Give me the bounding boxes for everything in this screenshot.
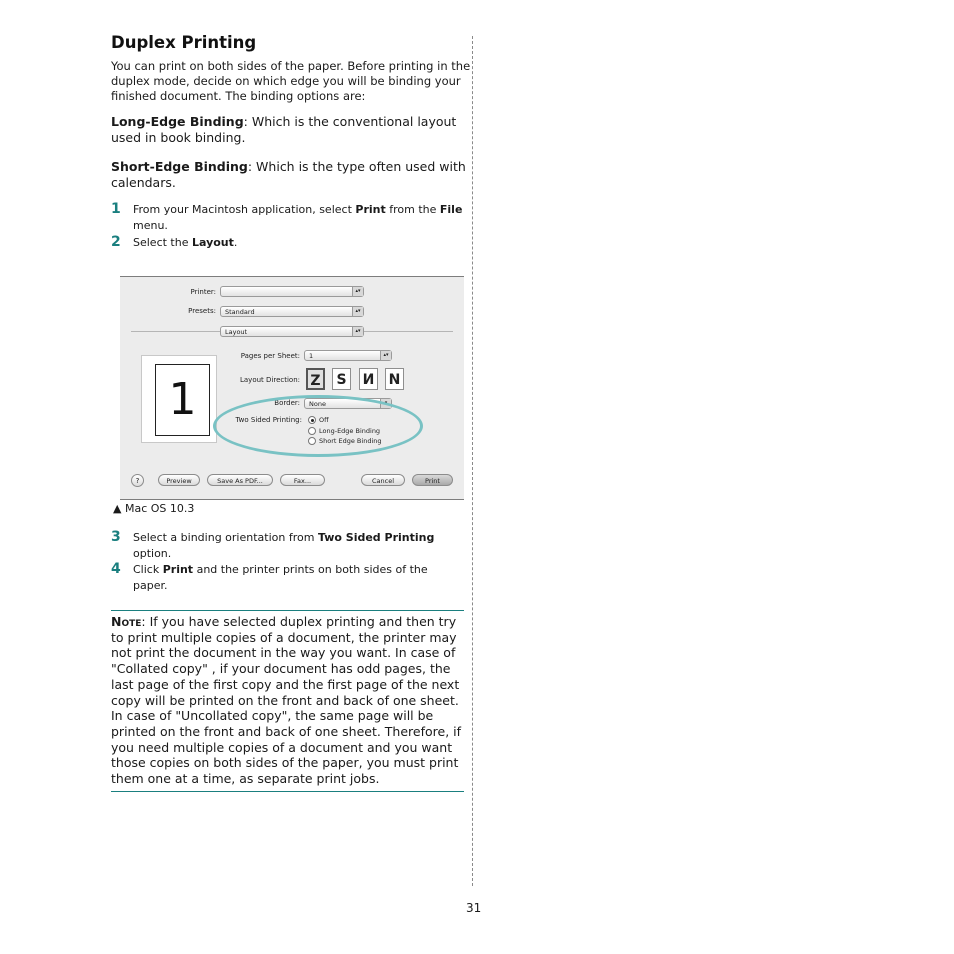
- step-text: [133, 530, 463, 562]
- pages-per-sheet-label: Pages per Sheet:: [240, 352, 300, 360]
- step-text-part: menu.: [133, 219, 168, 232]
- step-text: [133, 202, 463, 234]
- printer-label: Printer:: [190, 288, 216, 296]
- option-off-label: Off: [319, 416, 329, 424]
- step-bold: Print: [162, 563, 194, 576]
- presets-value: Standard: [225, 308, 255, 316]
- long-edge-paragraph: [111, 114, 471, 146]
- save-as-pdf-button[interactable]: Save As PDF...: [207, 474, 273, 486]
- page-number: 31: [466, 901, 482, 915]
- layout-direction-n-icon[interactable]: N: [385, 368, 404, 390]
- layout-direction-s-icon[interactable]: S: [332, 368, 351, 390]
- step-text-part: Select a binding orientation from: [133, 531, 318, 544]
- panel-value: Layout: [225, 328, 248, 336]
- note-box: [111, 610, 464, 792]
- step-text-part: from the: [385, 203, 440, 216]
- note-label: Note: [111, 614, 142, 629]
- updown-arrow-icon: ▴▾: [380, 351, 391, 360]
- print-button[interactable]: Print: [412, 474, 453, 486]
- step-4: [111, 561, 466, 593]
- radio-long-edge[interactable]: [308, 427, 316, 435]
- column-divider: [472, 36, 473, 886]
- option-long-edge-label: Long-Edge Binding: [319, 427, 381, 435]
- updown-arrow-icon: ▴▾: [352, 327, 363, 336]
- page-title: Duplex Printing: [111, 33, 257, 52]
- printer-popup[interactable]: [220, 286, 364, 297]
- long-edge-desc: : Which is the conventional layout used in book binding.: [111, 114, 457, 145]
- intro-paragraph: You can print on both sides of the paper. Before printing in the duplex mode, decide on which edge you will be binding your finished document. The binding options are:: [111, 59, 471, 103]
- updown-arrow-icon: ▴▾: [352, 287, 363, 296]
- step-text-part: From your Macintosh application, select: [133, 203, 356, 216]
- preview-button[interactable]: Preview: [158, 474, 200, 486]
- step-number: 4: [111, 561, 121, 577]
- step-text-part: Click: [133, 563, 163, 576]
- step-bold: Layout: [191, 236, 234, 249]
- step-2: [111, 234, 466, 250]
- step-text: [133, 235, 463, 251]
- short-edge-term: Short-Edge Binding: [111, 159, 248, 174]
- preview-page: 1: [155, 364, 210, 436]
- two-sided-label: Two Sided Printing:: [235, 416, 302, 424]
- pages-per-sheet-value: 1: [309, 352, 314, 360]
- presets-label: Presets:: [188, 307, 216, 315]
- step-bold: Two Sided Printing: [317, 531, 435, 544]
- print-dialog: [120, 276, 464, 500]
- step-bold: File: [439, 203, 463, 216]
- layout-direction-reverse-n-icon[interactable]: И: [359, 368, 378, 390]
- step-number: 2: [111, 234, 121, 250]
- step-3: [111, 529, 466, 561]
- long-edge-term: Long-Edge Binding: [111, 114, 244, 129]
- layout-direction-label: Layout Direction:: [239, 376, 300, 384]
- panel-popup[interactable]: [220, 326, 364, 337]
- presets-popup[interactable]: [220, 306, 364, 317]
- border-label: Border:: [274, 399, 300, 407]
- short-edge-paragraph: [111, 159, 471, 191]
- help-button[interactable]: ?: [131, 474, 144, 487]
- step-number: 3: [111, 529, 121, 545]
- option-short-edge-label: Short Edge Binding: [319, 437, 382, 445]
- layout-direction-z-icon[interactable]: Z: [306, 368, 325, 390]
- layout-preview: [141, 355, 217, 443]
- updown-arrow-icon: ▴▾: [352, 307, 363, 316]
- step-number: 1: [111, 201, 121, 217]
- note-text: : If you have selected duplex printing and then try to print multiple copies of a document, the printer may not print the document in the way you want. In case of "Collated copy" , if your document has odd pages, the last page of the first copy and the first page of the next copy will be printed on the front and back of one sheet. In case of "Uncollated copy", the same page will be printed on the front and back of one sheet. Therefore, if you need multiple copies of a document and you want those copies on both sides of the paper, you must print them one at a time, as separate print jobs.: [111, 614, 462, 787]
- border-value: None: [309, 400, 326, 408]
- fax-button[interactable]: Fax...: [280, 474, 325, 486]
- step-text-part: .: [233, 236, 238, 249]
- highlight-oval: [213, 395, 423, 457]
- cancel-button[interactable]: Cancel: [361, 474, 405, 486]
- step-text-part: option.: [133, 547, 172, 560]
- step-1: [111, 201, 466, 233]
- radio-short-edge[interactable]: [308, 437, 316, 445]
- chevron-down-icon: ▾: [380, 399, 391, 408]
- step-text: [133, 562, 463, 594]
- radio-off[interactable]: [308, 416, 316, 424]
- step-text-part: and the printer prints on both sides of the paper.: [133, 563, 428, 592]
- step-bold: Print: [355, 203, 386, 216]
- short-edge-desc: : Which is the type often used with calendars.: [111, 159, 466, 190]
- figure-caption: ▲ Mac OS 10.3: [113, 502, 195, 515]
- step-text-part: Select the: [133, 236, 192, 249]
- pages-per-sheet-popup[interactable]: [304, 350, 392, 361]
